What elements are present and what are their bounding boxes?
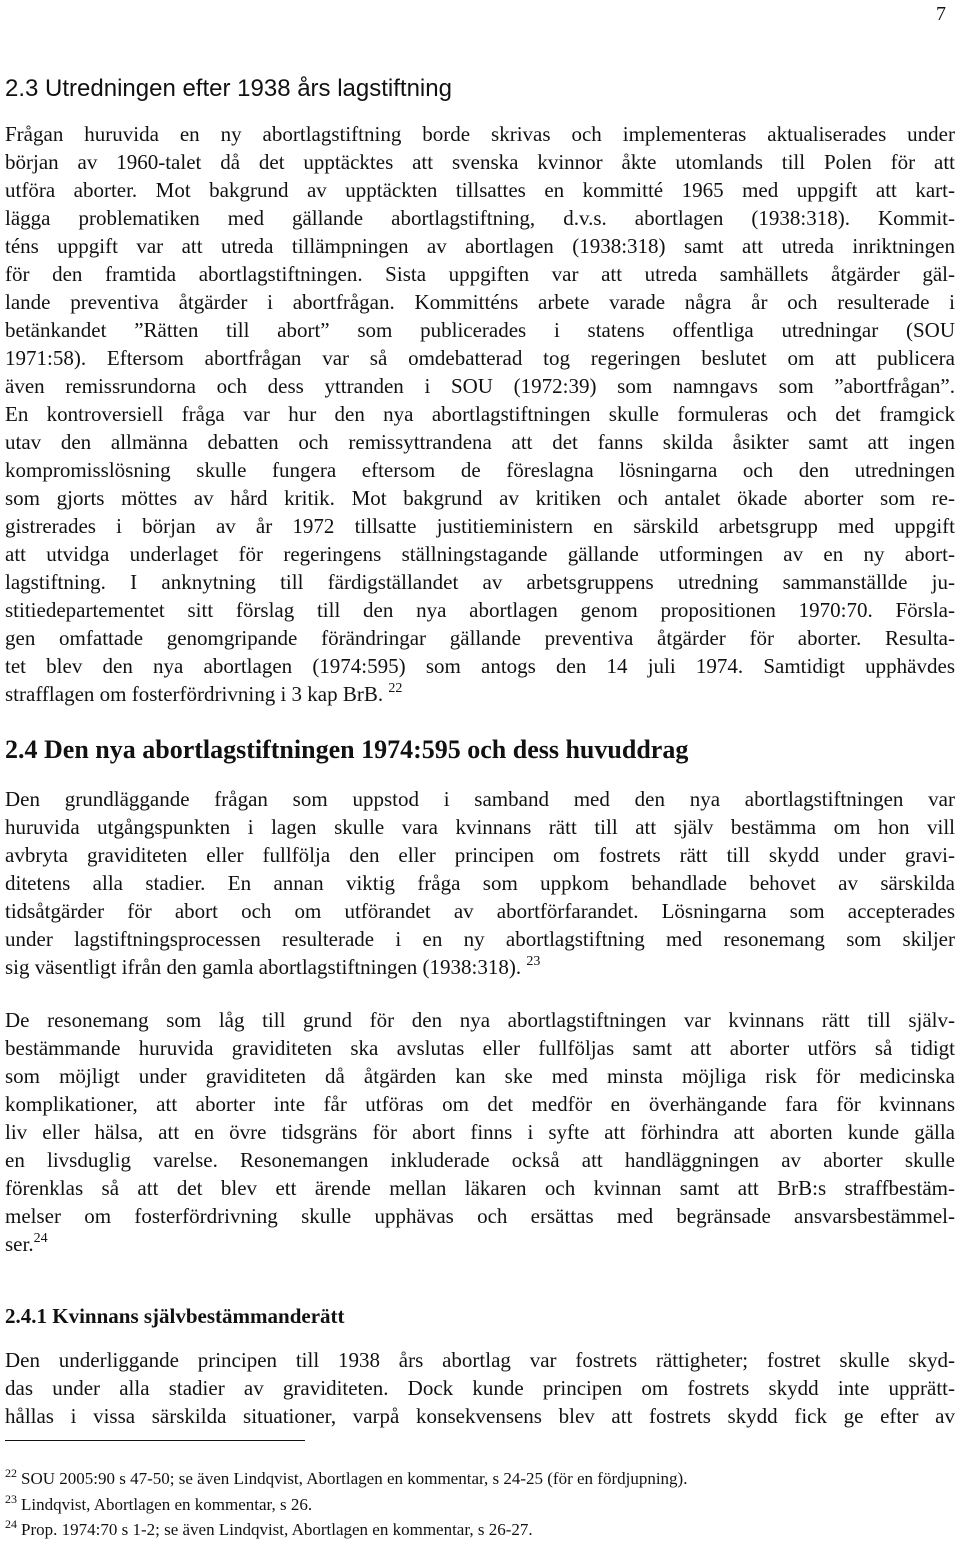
body-line: melser om fosterfördrivning skulle upphävas och ersättas med begränsade ansvarsbestämmel-: [5, 1204, 955, 1228]
body-line-last: [5, 1230, 955, 1258]
body-line: stitiedepartementet sitt förslag till den nya abortlagen genom propositionen 1970:70. Försla-: [5, 598, 955, 622]
body-line: komplikationer, att aborter inte får utföras om det medför en överhängande fara för kvinnans: [5, 1092, 955, 1116]
body-line-last: [5, 680, 955, 708]
footnote-text: Prop. 1974:70 s 1-2; se även Lindqvist, Abortlagen en kommentar, s 26-27.: [21, 1520, 533, 1539]
body-line: utav den allmänna debatten och remissyttrandena att det fanns skilda åsikter samt att ingen: [5, 430, 955, 454]
body-line: huruvida utgångspunkten i lagen skulle vara kvinnans rätt till att själv bestämma om hon vill: [5, 815, 955, 839]
body-line: att utvidga underlaget för regeringens ställningstagande gällande utformingen av en ny abort-: [5, 542, 955, 566]
footnote: [5, 1494, 312, 1516]
body-line: lagstiftning. I anknytning till färdigställandet av arbetsgruppens utredning sammanställde ju-: [5, 570, 955, 594]
body-line: De resonemang som låg till grund för den nya abortlagstiftningen var kvinnans rätt till själv-: [5, 1008, 955, 1032]
body-line: liv eller hälsa, att en övre tidsgräns för abort finns i syfte att förhindra att aborten kunde gälla: [5, 1120, 955, 1144]
body-line: lande preventiva åtgärder i abortfrågan. Kommitténs arbete varade några år och resulterade i: [5, 290, 955, 314]
body-line: under lagstiftningsprocessen resulterade i en ny abortlagstiftning med resonemang som skiljer: [5, 927, 955, 951]
footnote-number: 23: [5, 1492, 17, 1506]
body-line: Den grundläggande frågan som uppstod i samband med den nya abortlagstiftningen var: [5, 787, 955, 811]
body-line-text: strafflagen om fosterfördrivning i 3 kap BrB.: [5, 682, 384, 706]
body-line-text: sig väsentligt ifrån den gamla abortlagstiftningen (1938:318).: [5, 955, 522, 979]
body-line: tidsåtgärder för abort och om utförandet av abortförfarandet. Lösningarna som accepterades: [5, 899, 955, 923]
section-heading-2-3: 2.3 Utredningen efter 1938 års lagstiftning: [5, 75, 452, 102]
body-line: för den framtida abortlagstiftningen. Sista uppgiften var att utreda samhällets åtgärder gäl-: [5, 262, 955, 286]
section-heading-2-4: 2.4 Den nya abortlagstiftningen 1974:595 och dess huvuddrag: [5, 735, 689, 764]
body-line-last: [5, 953, 955, 981]
page-number: 7: [936, 3, 946, 25]
section-heading-2-4-1: 2.4.1 Kvinnans självbestämmanderätt: [5, 1304, 345, 1328]
footnote-number: 22: [5, 1466, 17, 1480]
body-line: gistrerades i början av år 1972 tillsatte justitieministern en särskild arbetsgrupp med uppgift: [5, 514, 955, 538]
body-line: som möjligt under graviditeten då åtgärden kan ske med minsta möjliga risk för medicinska: [5, 1064, 955, 1088]
body-line: Frågan huruvida en ny abortlagstiftning borde skrivas och implementeras aktualiserades under: [5, 122, 955, 146]
body-line: även remissrundorna och dess yttranden i SOU (1972:39) som namngavs som ”abortfrågan”.: [5, 374, 955, 398]
body-line: utföra aborter. Mot bakgrund av upptäckten tillsattes en kommitté 1965 med uppgift att kart-: [5, 178, 955, 202]
body-line: betänkandet ”Rätten till abort” som publicerades i statens offentliga utredningar (SOU: [5, 318, 955, 342]
footnote-ref: 22: [388, 681, 403, 696]
body-line: téns uppgift var att utreda tillämpningen av abortlagen (1938:318) samt att utreda inriktningen: [5, 234, 955, 258]
body-line: En kontroversiell fråga var hur den nya abortlagstiftningen skulle formuleras och det framgick: [5, 402, 955, 426]
body-line: en livsduglig varelse. Resonemangen inkluderade också att handläggningen av aborter skulle: [5, 1148, 955, 1172]
footnote-text: SOU 2005:90 s 47-50; se även Lindqvist, Abortlagen en kommentar, s 24-25 (för en fördjupning).: [21, 1469, 688, 1488]
body-line: ditetens alla stadier. En annan viktig fråga som uppkom behandlade behovet av särskilda: [5, 871, 955, 895]
body-line: tet blev den nya abortlagen (1974:595) som antogs den 14 juli 1974. Samtidigt upphävdes: [5, 654, 955, 678]
body-line: kompromisslösning skulle fungera eftersom de föreslagna lösningarna och den utredningen: [5, 458, 955, 482]
footnote-ref: 24: [33, 1231, 48, 1246]
body-line: början av 1960-talet då det upptäcktes att svenska kvinnor åkte utomlands till Polen för att: [5, 150, 955, 174]
footnote-ref: 23: [526, 954, 541, 969]
body-line: hållas i vissa särskilda situationer, varpå konsekvensens blev att fostrets skydd fick ge efter av: [5, 1404, 955, 1428]
body-line: 1971:58). Eftersom abortfrågan var så omdebatterad tog regeringen beslutet om att publicera: [5, 346, 955, 370]
body-line: avbryta graviditeten eller fullfölja den eller principen om fostrets rätt till skydd under gravi-: [5, 843, 955, 867]
body-line: bestämmande huruvida graviditeten ska avslutas eller fullföljas samt att aborter utförs så tidigt: [5, 1036, 955, 1060]
body-line: förenklas så att det blev ett ärende mellan läkaren och kvinnan samt att BrB:s straffbestäm-: [5, 1176, 955, 1200]
body-line: som gjorts möttes av hård kritik. Mot bakgrund av kritiken och antalet ökade aborter som re-: [5, 486, 955, 510]
body-line: das under alla stadier av graviditeten. Dock kunde principen om fostrets skydd inte upprätt-: [5, 1376, 955, 1400]
footnote-number: 24: [5, 1517, 17, 1531]
footnote-text: Lindqvist, Abortlagen en kommentar, s 26.: [21, 1495, 313, 1514]
footnote: [5, 1468, 687, 1490]
footnote: [5, 1519, 533, 1541]
body-line: lägga problematiken med gällande abortlagstiftning, d.v.s. abortlagen (1938:318). Kommit-: [5, 206, 955, 230]
footnote-divider: [5, 1440, 305, 1441]
body-line: gen omfattade genomgripande förändringar gällande preventiva åtgärder för aborter. Resulta-: [5, 626, 955, 650]
body-line-text: ser.: [5, 1232, 34, 1256]
body-line: Den underliggande principen till 1938 års abortlag var fostrets rättigheter; fostret skulle skyd-: [5, 1348, 955, 1372]
